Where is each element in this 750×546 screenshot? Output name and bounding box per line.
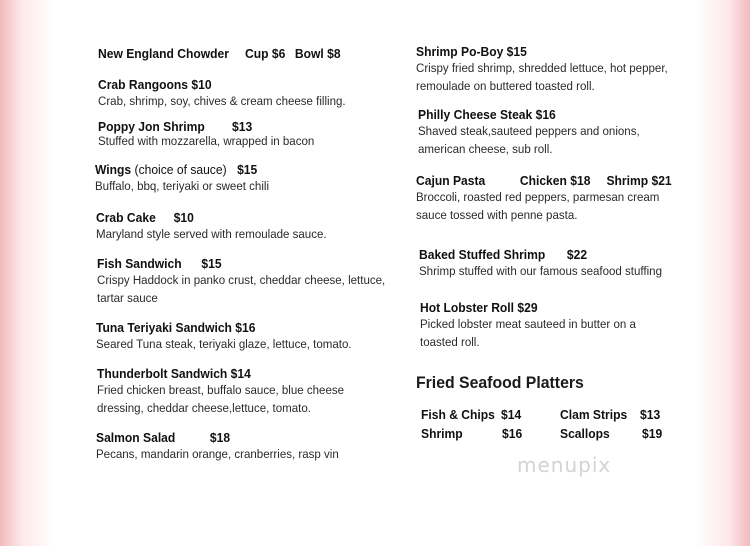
menu-item-wings [95,161,282,196]
item-description-line1: Shaved steak,sauteed peppers and onions, [418,124,640,138]
item-description-line1: Broccoli, roasted red peppers, parmesan cream [416,190,660,204]
item-price: $10 [173,210,194,225]
item-description-line2: toasted roll. [420,334,480,349]
item-name: Crab Cake [96,210,156,225]
menu-item-crab-cake [96,209,344,244]
item-price-shrimp: Shrimp $21 [606,173,672,188]
section-heading-platters: Fried Seafood Platters [416,373,584,392]
item-description-line2: remoulade on buttered toasted roll. [416,78,595,93]
item-title: Hot Lobster Roll $29 [420,300,538,315]
item-price-chicken: Chicken $18 [519,173,591,188]
menu-item-thunderbolt [97,365,363,417]
item-name: Fish Sandwich [97,256,182,271]
item-price-cup: Cup $6 [245,46,286,61]
platter-price-clam-strips: $13 [640,407,661,422]
platter-price-scallops: $19 [642,426,663,441]
item-price-bowl: Bowl $8 [294,46,341,61]
platter-name-clam-strips: Clam Strips [560,407,628,422]
item-description: Shrimp stuffed with our famous seafood stuffing [419,264,662,278]
watermark-logo: menupix [517,453,612,477]
item-description: Pecans, mandarin orange, cranberries, rasp vin [96,447,339,461]
item-name: Baked Stuffed Shrimp [419,247,546,262]
item-title: Tuna Teriyaki Sandwich $16 [96,320,256,335]
item-title: Crab Rangoons $10 [98,77,212,92]
platter-name-shrimp: Shrimp [421,426,463,441]
menu-item-philly-cheese-steak [418,106,656,158]
platter-price-fish-chips: $14 [501,407,522,422]
item-description-line1: Fried chicken breast, buffalo sauce, blue cheese [97,383,345,397]
item-price: $15 [237,162,258,177]
item-name: New England Chowder [98,46,229,61]
item-description: Crab, shrimp, soy, chives & cream cheese filling. [98,94,346,108]
item-note: (choice of sauce) [134,162,227,177]
item-description-line1: Crispy fried shrimp, shredded lettuce, hot pepper, [416,61,668,75]
item-price: $13 [232,119,253,134]
item-name: Salmon Salad [96,430,176,445]
item-description: Buffalo, bbq, teriyaki or sweet chili [95,179,270,193]
item-description-line2: tartar sauce [97,290,158,305]
item-name: Wings [95,162,132,177]
menu-item-baked-stuffed-shrimp [419,246,680,281]
item-description-line2: sauce tossed with penne pasta. [416,207,578,222]
item-description-line2: dressing, cheddar cheese,lettuce, tomato. [97,400,311,415]
menu-item-crab-rangoons [98,76,364,111]
menu-item-fish-sandwich [97,255,407,307]
menu-item-chowder [98,45,359,62]
menu-item-tuna-teriyaki [96,319,371,354]
item-price: $15 [201,256,222,271]
item-price: $18 [209,430,231,445]
platter-name-scallops: Scallops [560,426,610,441]
item-description-line1: Crispy Haddock in panko crust, cheddar cheese, lettuce, [97,273,386,287]
item-title: Thunderbolt Sandwich $14 [97,366,251,381]
item-name: Poppy Jon Shrimp [98,119,205,134]
menu-item-cajun-pasta [416,172,691,224]
item-price: $22 [566,247,588,262]
item-description: Stuffed with mozzarella, wrapped in bacon [98,134,315,148]
menu-item-salmon-salad [96,429,357,464]
item-description: Seared Tuna steak, teriyaki glaze, lettuce, tomato. [96,337,352,351]
menu-item-hot-lobster-roll [420,299,652,351]
item-description-line1: Picked lobster meat sauteed in butter on a [420,317,636,331]
item-title: Philly Cheese Steak $16 [418,107,556,122]
platter-price-shrimp: $16 [502,426,523,441]
menu-item-shrimp-po-boy [416,43,687,95]
menu-item-poppy-jon-shrimp [98,118,331,151]
item-description: Maryland style served with remoulade sauce. [96,227,327,241]
item-name: Cajun Pasta [416,173,486,188]
item-title: Shrimp Po-Boy $15 [416,44,527,59]
platter-name-fish-chips: Fish & Chips [421,407,495,422]
item-description-line2: american cheese, sub roll. [418,141,553,156]
